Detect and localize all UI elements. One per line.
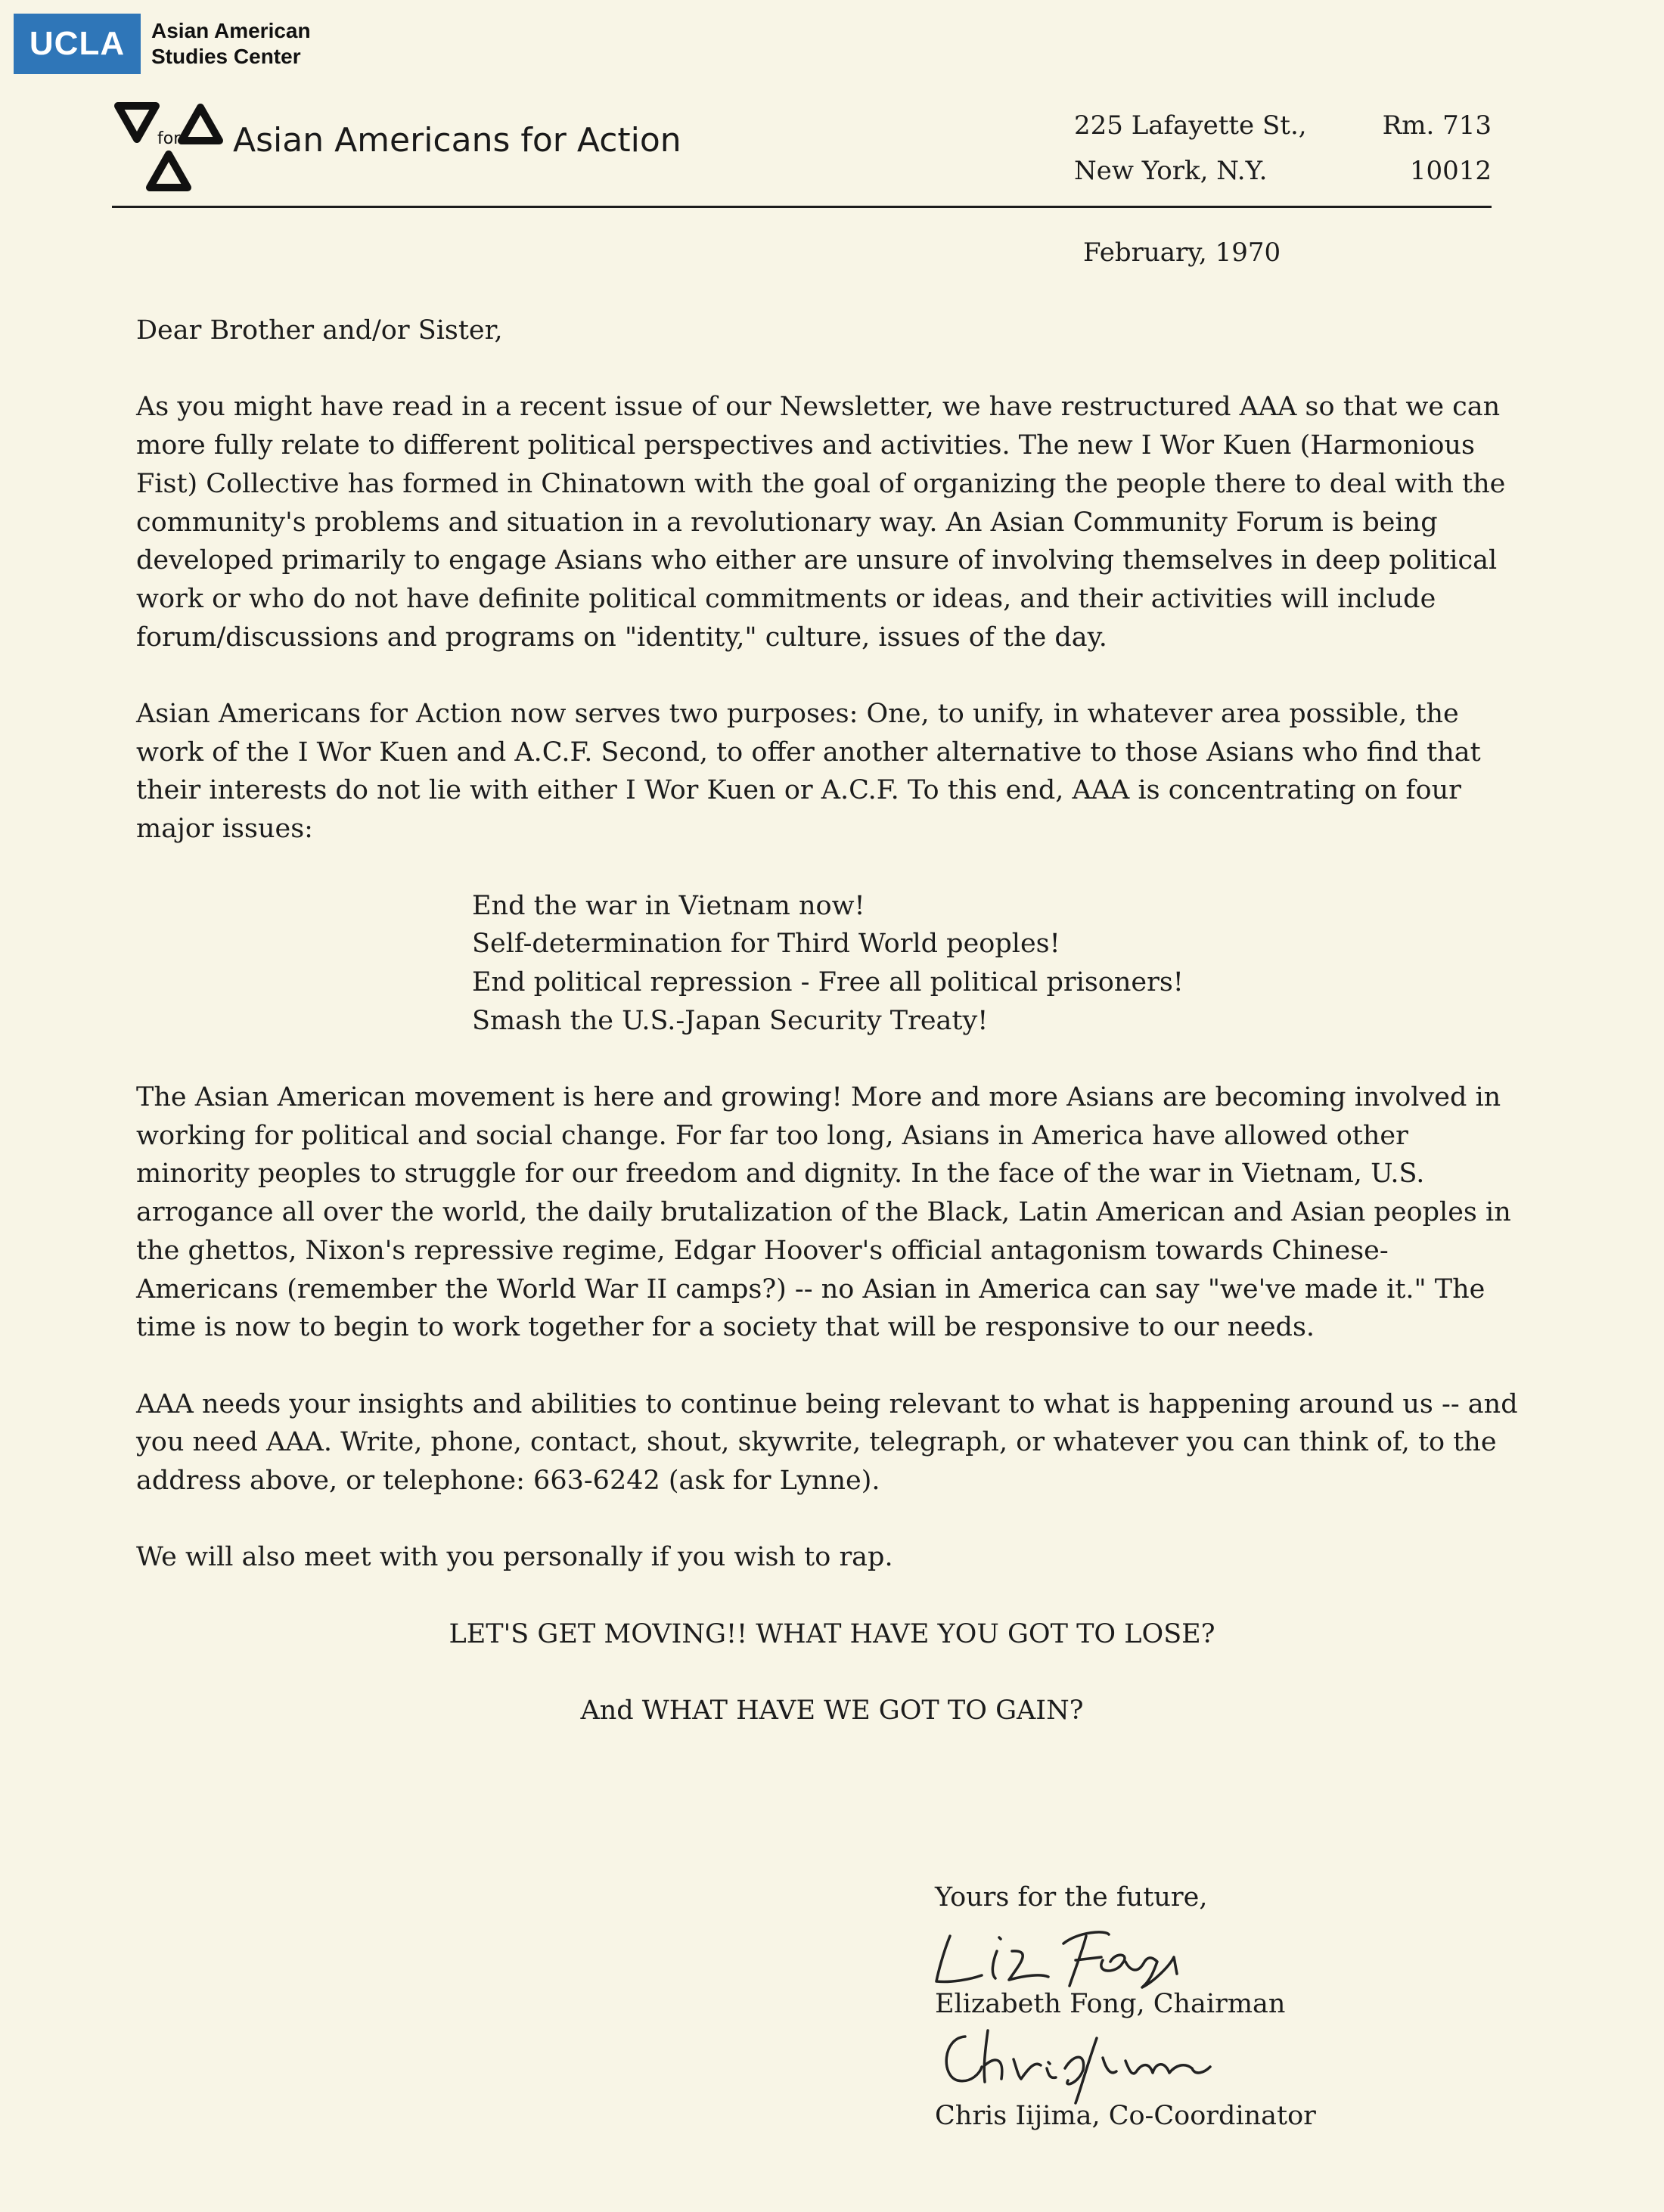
studies-center-label xyxy=(151,14,311,74)
signature-chris-iijima-icon xyxy=(935,2023,1237,2106)
signature-liz-fong-icon xyxy=(927,1921,1200,1993)
paragraph: As you might have read in a recent issue of our Newsletter, we have restructured AAA so that we can more fully relate to different political perspectives and activities. The new I Wor Kuen (Harmonious Fist) Collective has formed in Chinatown with the goal of organizing the people there to deal with the community's problems and situation in a revolutionary way. An Asian Community Forum is being developed primarily to engage Asians who either are unsure of involving themselves in deep political work or who do not have definite political commitments or ideas, and their activities will include forum/discussions and programs on "identity," culture, issues of the day. xyxy=(136,392,1506,653)
paragraph: AAA needs your insights and abilities to continue being relevant to what is happening around us -- and you need AAA. Write, phone, contact, shout, skywrite, telegraph, or whatever you can think of, to the address above, or telephone: 663-6242 (ask for Lynne). xyxy=(136,1388,1518,1497)
org-name: Asian Americans for Action xyxy=(233,121,681,160)
demand-item: End the war in Vietnam now! xyxy=(472,890,865,921)
demand-item: End political repression - Free all political prisoners! xyxy=(472,966,1184,997)
demand-item: Self-determination for Third World peoples! xyxy=(472,929,1060,960)
paragraph: The Asian American movement is here and growing! More and more Asians are becoming involved in working for political and social change. For far too long, Asians in America have allowed other minority peoples to struggle for our freedom and dignity. In the face of the war in Vietnam, U.S. arrogance all over the world, the daily brutalization of the Black, Latin American and Asian peoples in the ghettos, Nixon's repressive regime, Edgar Hoover's official antagonism towards Chinese-Americans (remember the World War II camps?) -- no Asian in America can say "we've made it." The time is now to begin to work together for a society that will be responsive to our needs. xyxy=(136,1082,1511,1343)
address-line-2 xyxy=(1074,148,1492,194)
slogan-1: LET'S GET MOVING!! WHAT HAVE YOU GOT TO LOSE? xyxy=(449,1618,1215,1649)
logo-for-text: for xyxy=(157,129,181,148)
letterhead-address xyxy=(1074,103,1492,194)
letter-date: February, 1970 xyxy=(1083,237,1281,268)
address-room: Rm. 713 xyxy=(1382,110,1492,141)
center-line-2: Studies Center xyxy=(151,45,301,68)
aaa-logo-icon xyxy=(112,97,225,195)
address-zip: 10012 xyxy=(1409,156,1492,186)
letter-body xyxy=(136,312,1528,1769)
paragraph: We will also meet with you personally if you wish to rap. xyxy=(136,1542,893,1573)
address-line-1 xyxy=(1074,103,1492,148)
valediction: Yours for the future, xyxy=(935,1882,1208,1913)
signer-1-name: Elizabeth Fong, Chairman xyxy=(935,1989,1286,2019)
slogan-2: And WHAT HAVE WE GOT TO GAIN? xyxy=(580,1695,1084,1726)
address-street: 225 Lafayette St., xyxy=(1074,110,1307,141)
paragraph: Asian Americans for Action now serves two purposes: One, to unify, in whatever area possible, the work of the I Wor Kuen and A.C.F. Second, to offer another alternative to those Asians who find that their interests do not lie with either I Wor Kuen or A.C.F. To this end, AAA is concentrating on four major issues: xyxy=(136,699,1481,845)
closing-block xyxy=(935,1878,1316,2135)
signer-2-name: Chris Iijima, Co-Coordinator xyxy=(935,2101,1316,2131)
demand-item: Smash the U.S.-Japan Security Treaty! xyxy=(472,1005,989,1036)
letterhead-divider xyxy=(112,206,1492,208)
address-city: New York, N.Y. xyxy=(1074,156,1268,186)
ucla-badge xyxy=(14,14,311,74)
demands-list xyxy=(472,887,1528,1041)
center-line-1: Asian American xyxy=(151,19,311,42)
ucla-logo: UCLA xyxy=(14,14,141,74)
salutation: Dear Brother and/or Sister, xyxy=(136,315,503,346)
